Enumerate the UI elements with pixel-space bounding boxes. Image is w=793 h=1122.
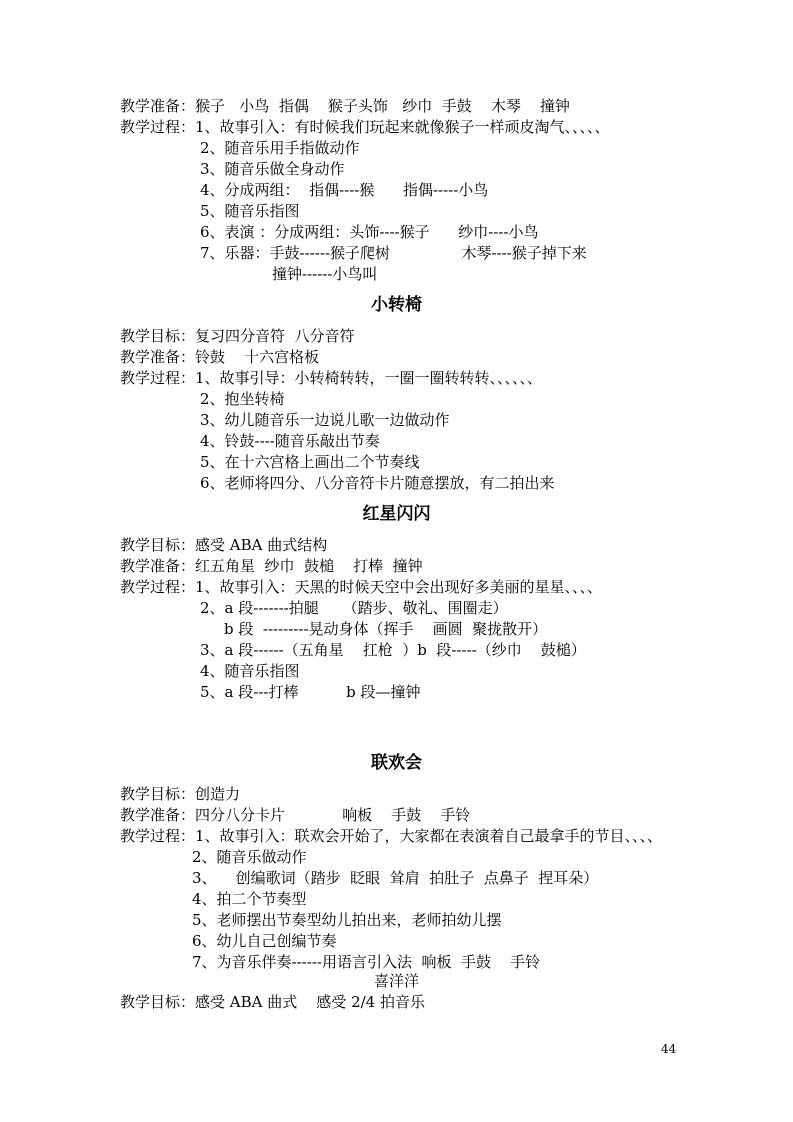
party-goal: 教学目标：创造力: [120, 785, 241, 803]
chair-prep: 教学准备：铃鼓 十六宫格板: [120, 348, 320, 366]
chair-step: 6、老师将四分、八分音符卡片随意摆放，有二拍出来: [200, 474, 555, 492]
chair-goal: 教学目标：复习四分音符 八分音符: [120, 327, 355, 345]
party-step: 5、老师摆出节奏型幼儿拍出来，老师拍幼儿摆: [192, 911, 502, 929]
star-step: 3、a 段------（五角星 扛枪 ）b 段-----（纱巾 鼓槌）: [200, 641, 586, 659]
section-title-chair: 小转椅: [371, 295, 422, 315]
star-step: 4、随音乐指图: [200, 662, 300, 680]
star-prep: 教学准备：红五角星 纱巾 鼓槌 打棒 撞钟: [120, 557, 423, 575]
star-step: 5、a 段---打棒 b 段—撞钟: [200, 683, 421, 701]
party-step: 2、随音乐做动作: [192, 848, 307, 866]
monkey-step: 2、随音乐用手指做动作: [200, 139, 360, 157]
page-number: 44: [661, 1042, 677, 1056]
party-process-head: 教学过程：1、故事引入：联欢会开始了，大家都在表演着自己最拿手的节目、、、、: [120, 827, 663, 845]
monkey-process-head: 教学过程：1、故事引入：有时候我们玩起来就像猴子一样顽皮淘气、、、、、: [120, 118, 610, 136]
chair-step: 4、铃鼓----随音乐敲出节奏: [200, 432, 380, 450]
chair-process-head: 教学过程：1、故事引导：小转椅转转，一圈一圈转转转、、、、、、: [120, 369, 543, 387]
party-step: 7、为音乐伴奏------用语言引入法 响板 手鼓 手铃: [192, 953, 541, 971]
chair-step: 2、抱坐转椅: [200, 390, 285, 408]
joy-goal: 教学目标：感受 ABA 曲式 感受 2/4 拍音乐: [120, 993, 425, 1011]
monkey-prep: 教学准备：猴子 小鸟 指偶 猴子头饰 纱巾 手鼓 木琴 撞钟: [120, 97, 570, 115]
section-title-party: 联欢会: [371, 753, 422, 773]
monkey-step: 3、随音乐做全身动作: [200, 160, 345, 178]
monkey-step: 4、分成两组： 指偶----猴 指偶-----小鸟: [200, 181, 489, 199]
party-step: 4、拍二个节奏型: [192, 890, 307, 908]
monkey-step: 7、乐器：手鼓------猴子爬树 木琴----猴子掉下来: [200, 244, 587, 262]
chair-step: 3、幼儿随音乐一边说儿歌一边做动作: [200, 411, 450, 429]
party-step: 3、 创编歌词（踏步 眨眼 耸肩 拍肚子 点鼻子 捏耳朵）: [192, 869, 599, 887]
star-process-head: 教学过程：1、故事引入：天黑的时候天空中会出现好多美丽的星星、、、、: [120, 578, 603, 596]
party-prep: 教学准备：四分八分卡片 响板 手鼓 手铃: [120, 806, 471, 824]
party-step: 6、幼儿自己创编节奏: [192, 932, 337, 950]
section-title-joy: 喜洋洋: [373, 972, 419, 990]
chair-step: 5、在十六宫格上画出二个节奏线: [200, 453, 420, 471]
star-goal: 教学目标：感受 ABA 曲式结构: [120, 536, 328, 554]
monkey-step-cont: 撞钟------小鸟叫: [272, 265, 378, 283]
star-step: b 段 ---------晃动身体（挥手 画圆 聚拢散开）: [224, 620, 548, 638]
section-title-star: 红星闪闪: [362, 504, 431, 524]
monkey-step: 6、表演 ：分成两组：头饰----猴子 纱巾----小鸟: [200, 223, 539, 241]
monkey-step: 5、随音乐指图: [200, 202, 300, 220]
star-step: 2、a 段-------拍腿 （踏步、敬礼、围圈走）: [200, 599, 508, 617]
